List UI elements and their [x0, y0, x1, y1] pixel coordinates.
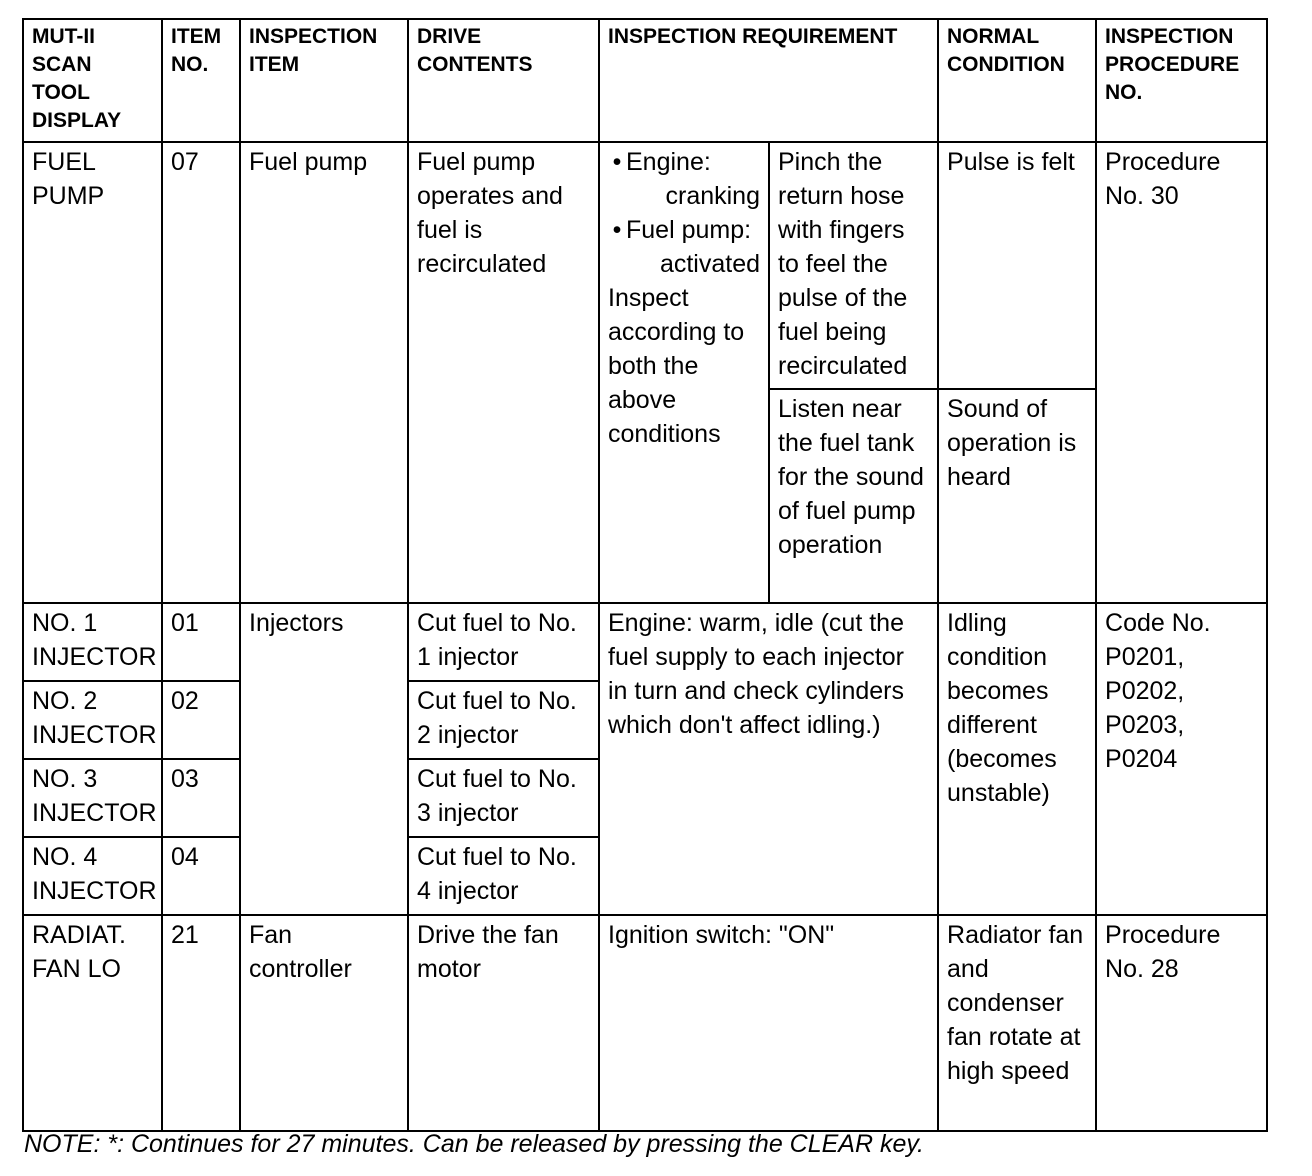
table-row	[23, 915, 1267, 1131]
injector-display: NO. 2 INJECTOR	[23, 681, 162, 759]
injectors-inspection-item: Injectors	[240, 603, 408, 915]
injector-display: NO. 4 INJECTOR	[23, 837, 162, 915]
fan-requirement: Ignition switch: "ON"	[599, 915, 938, 1131]
fuel-pump-normal-1: Pulse is felt	[938, 142, 1096, 389]
fuel-pump-procedure: Procedure No. 30	[1096, 142, 1267, 603]
bullet-text-cont: cranking	[665, 182, 760, 210]
bullet-text-cont: activated	[659, 250, 760, 278]
bullet-item	[608, 145, 760, 213]
injector-drive: Cut fuel to No. 3 injector	[408, 759, 599, 837]
header-item-no: ITEM NO.	[162, 19, 240, 142]
injectors-procedure: Code No. P0201, P0202, P0203, P0204	[1096, 603, 1267, 915]
injector-item-no: 03	[162, 759, 240, 837]
fuel-pump-check-1: Pinch the return hose with fingers to feel the pulse of the fuel being recirculated	[769, 142, 938, 389]
footnote: NOTE: *: Continues for 27 minutes. Can be released by pressing the CLEAR key.	[24, 1130, 924, 1158]
injector-display: NO. 3 INJECTOR	[23, 759, 162, 837]
injector-drive: Cut fuel to No. 4 injector	[408, 837, 599, 915]
actuator-test-table	[22, 18, 1268, 1132]
fuel-pump-display: FUEL PUMP	[23, 142, 162, 603]
injector-drive: Cut fuel to No. 2 injector	[408, 681, 599, 759]
bullet-text: Fuel pump:	[626, 216, 752, 244]
header-display: MUT-II SCAN TOOL DISPLAY	[23, 19, 162, 142]
injectors-normal: Idling condition becomes different (becomes unstable)	[938, 603, 1096, 915]
bullet-dot: •	[612, 216, 622, 244]
fuel-pump-drive: Fuel pump operates and fuel is recirculated	[408, 142, 599, 603]
header-procedure: INSPECTION PROCEDURE NO.	[1096, 19, 1267, 142]
fan-display: RADIAT. FAN LO	[23, 915, 162, 1131]
fuel-pump-normal-2: Sound of operation is heard	[938, 389, 1096, 603]
fan-inspection-item: Fan controller	[240, 915, 408, 1131]
fuel-pump-item-no: 07	[162, 142, 240, 603]
bullet-text: Engine:	[626, 148, 711, 176]
injector-display: NO. 1 INJECTOR	[23, 603, 162, 681]
fan-procedure: Procedure No. 28	[1096, 915, 1267, 1131]
header-drive-contents: DRIVE CONTENTS	[408, 19, 599, 142]
bullet-item	[608, 213, 760, 281]
bullet-dot: •	[612, 148, 622, 176]
header-inspection-item: INSPECTION ITEM	[240, 19, 408, 142]
header-requirement: INSPECTION REQUIREMENT	[599, 19, 938, 142]
fuel-pump-inspection-item: Fuel pump	[240, 142, 408, 603]
requirement-note: Inspect according to both the above conditions	[608, 284, 745, 448]
fan-normal: Radiator fan and condenser fan rotate at high speed	[938, 915, 1096, 1131]
fan-drive: Drive the fan motor	[408, 915, 599, 1131]
header-normal: NORMAL CONDITION	[938, 19, 1096, 142]
fan-item-no: 21	[162, 915, 240, 1131]
injector-drive: Cut fuel to No. 1 injector	[408, 603, 599, 681]
injector-item-no: 02	[162, 681, 240, 759]
fuel-pump-requirement	[599, 142, 769, 603]
table-row	[23, 142, 1267, 389]
injectors-requirement: Engine: warm, idle (cut the fuel supply to each injector in turn and check cylinders which don't affect idling.)	[599, 603, 938, 915]
fuel-pump-check-2: Listen near the fuel tank for the sound of fuel pump operation	[769, 389, 938, 603]
header-row	[23, 19, 1267, 142]
table-row	[23, 603, 1267, 681]
injector-item-no: 04	[162, 837, 240, 915]
injector-item-no: 01	[162, 603, 240, 681]
